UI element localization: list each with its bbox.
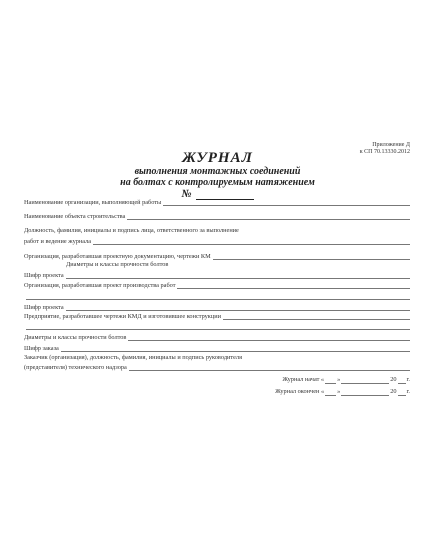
field-person-2 (24, 236, 410, 246)
field-object (24, 211, 410, 221)
field-customer-1 (24, 352, 410, 362)
field-cipher-1 (24, 270, 410, 280)
field-label: Диаметры и классы прочности болтов (24, 334, 127, 341)
field-line[interactable] (129, 370, 410, 371)
number-sign: № (181, 188, 192, 200)
field-label: Организация, разработавшая проект производства работ (24, 282, 176, 289)
field-line[interactable] (66, 278, 410, 279)
quote-close: » (337, 388, 341, 395)
journal-started (282, 374, 410, 384)
appendix-line-2: к СП 70.13330.2012 (359, 149, 410, 155)
year-suffix: г. (406, 376, 410, 383)
field-kmd (24, 311, 410, 321)
field-label: Диаметры и классы прочности болтов (66, 261, 169, 268)
field-label: (представителя) технического надзора (24, 364, 127, 371)
field-label: Наименование организации, выполняющей работы (24, 199, 162, 206)
field-label: Предприятие, разработавшее чертежи КМД и изготовившее конструкции (24, 313, 221, 320)
field-label: Шифр заказа (24, 345, 59, 352)
started-day-field[interactable] (325, 376, 336, 384)
field-ppr (24, 280, 410, 290)
field-label: Наименование объекта строительства (24, 213, 126, 220)
field-line[interactable] (127, 219, 410, 220)
title-block (0, 150, 435, 200)
field-diameters-2 (24, 332, 410, 342)
field-line[interactable] (26, 329, 410, 330)
field-line[interactable] (26, 299, 410, 300)
title-subtitle-2: на болтах с контролируемым натяжением (120, 177, 315, 188)
field-line[interactable] (93, 244, 410, 245)
field-label: Шифр проекта (24, 304, 64, 311)
started-year-field[interactable] (398, 376, 406, 384)
started-label: Журнал начат « (282, 376, 325, 383)
ended-month-field[interactable] (341, 388, 389, 396)
ended-day-field[interactable] (325, 388, 336, 396)
field-line[interactable] (128, 340, 410, 341)
ended-label: Журнал окончен « (275, 388, 325, 395)
appendix-line-1: Приложение Д (372, 142, 410, 148)
field-label: Шифр проекта (24, 272, 64, 279)
started-month-field[interactable] (341, 376, 389, 384)
field-line[interactable] (223, 319, 410, 320)
field-label: работ и ведение журнала (24, 238, 92, 245)
year-suffix: г. (406, 388, 410, 395)
quote-close: » (337, 376, 341, 383)
field-km-diameters (24, 259, 410, 269)
field-line[interactable] (163, 205, 410, 206)
field-label: Заказчик (организация), должность, фамилия, инициалы и подпись руководителя (24, 354, 242, 361)
journal-ended (275, 386, 410, 396)
field-label: Должность, фамилия, инициалы и подпись лица, ответственного за выполнение (24, 227, 239, 234)
year-prefix: 20 (390, 376, 397, 383)
title-subtitle-1: выполнения монтажных соединений (134, 166, 301, 177)
year-prefix: 20 (390, 388, 397, 395)
field-org (24, 197, 410, 207)
field-label: Организация, разработавшая проектную документацию, чертежи КМ (24, 253, 211, 260)
field-blank-2 (24, 321, 410, 331)
ended-year-field[interactable] (398, 388, 406, 396)
field-person-1 (24, 225, 410, 235)
field-customer-2 (24, 362, 410, 372)
field-line[interactable] (177, 288, 410, 289)
field-blank-1 (24, 291, 410, 301)
title-main: ЖУРНАЛ (182, 150, 253, 166)
